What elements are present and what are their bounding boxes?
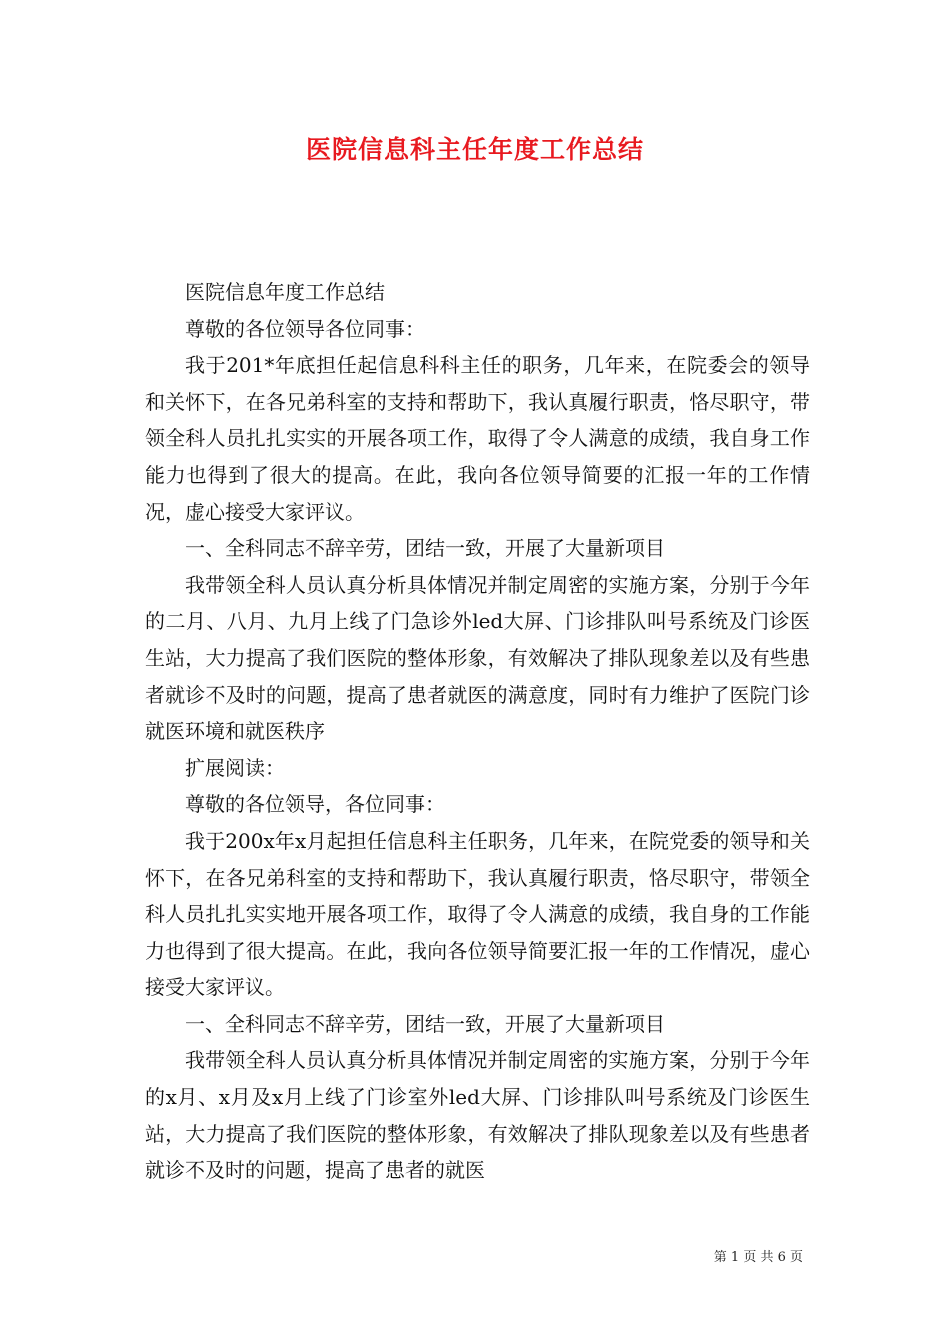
document-title: 医院信息科主任年度工作总结 — [305, 135, 644, 164]
paragraph-intro: 我于201*年底担任起信息科科主任的职务，几年来，在院委会的领导和关怀下，在各兄弟科室的支持和帮助下，我认真履行职责，恪尽职守，带领全科人员扎扎实实的开展各项工作，取得了令人满意的成绩，我自身工作能力也得到了很大的提高。在此，我向各位领导简要的汇报一年的工作情况，虚心接受大家评议。 — [145, 353, 810, 524]
paragraph-section-one-body-2: 我带领全科人员认真分析具体情况并制定周密的实施方案，分别于今年的x月、x月及x月上线了门诊室外led大屏、门诊排队叫号系统及门诊医生站，大力提高了我们医院的整体形象，有效解决了排队现象差以及有些患者就诊不及时的问题，提高了患者的就医 — [145, 1048, 810, 1183]
paragraph-section-one-heading-2: 一、全科同志不辞辛劳，团结一致，开展了大量新项目 — [185, 1011, 665, 1036]
document-body — [145, 274, 810, 1189]
paragraph-salutation: 尊敬的各位领导各位同事： — [185, 316, 425, 341]
paragraph-section-one-heading: 一、全科同志不辞辛劳，团结一致，开展了大量新项目 — [185, 536, 665, 561]
paragraph-salutation-2: 尊敬的各位领导，各位同事： — [185, 792, 445, 817]
paragraph-extended-reading: 扩展阅读： — [185, 755, 285, 780]
paragraph-intro-2: 我于200x年x月起担任信息科主任职务，几年来，在院党委的领导和关怀下，在各兄弟科室的支持和帮助下，我认真履行职责，恪尽职守，带领全科人员扎扎实实地开展各项工作，取得了令人满意的成绩，我自身的工作能力也得到了很大提高。在此，我向各位领导简要汇报一年的工作情况，虚心接受大家评议。 — [145, 828, 810, 1000]
paragraph-section-one-body: 我带领全科人员认真分析具体情况并制定周密的实施方案，分别于今年的二月、八月、九月上线了门急诊外led大屏、门诊排队叫号系统及门诊医生站，大力提高了我们医院的整体形象，有效解决了排队现象差以及有些患者就诊不及时的问题，提高了患者就医的满意度，同时有力维护了医院门诊就医环境和就医秩序 — [145, 572, 810, 744]
paragraph-heading: 医院信息年度工作总结 — [185, 280, 385, 304]
page-number-footer: 第 1 页 共 6 页 — [713, 1250, 803, 1265]
